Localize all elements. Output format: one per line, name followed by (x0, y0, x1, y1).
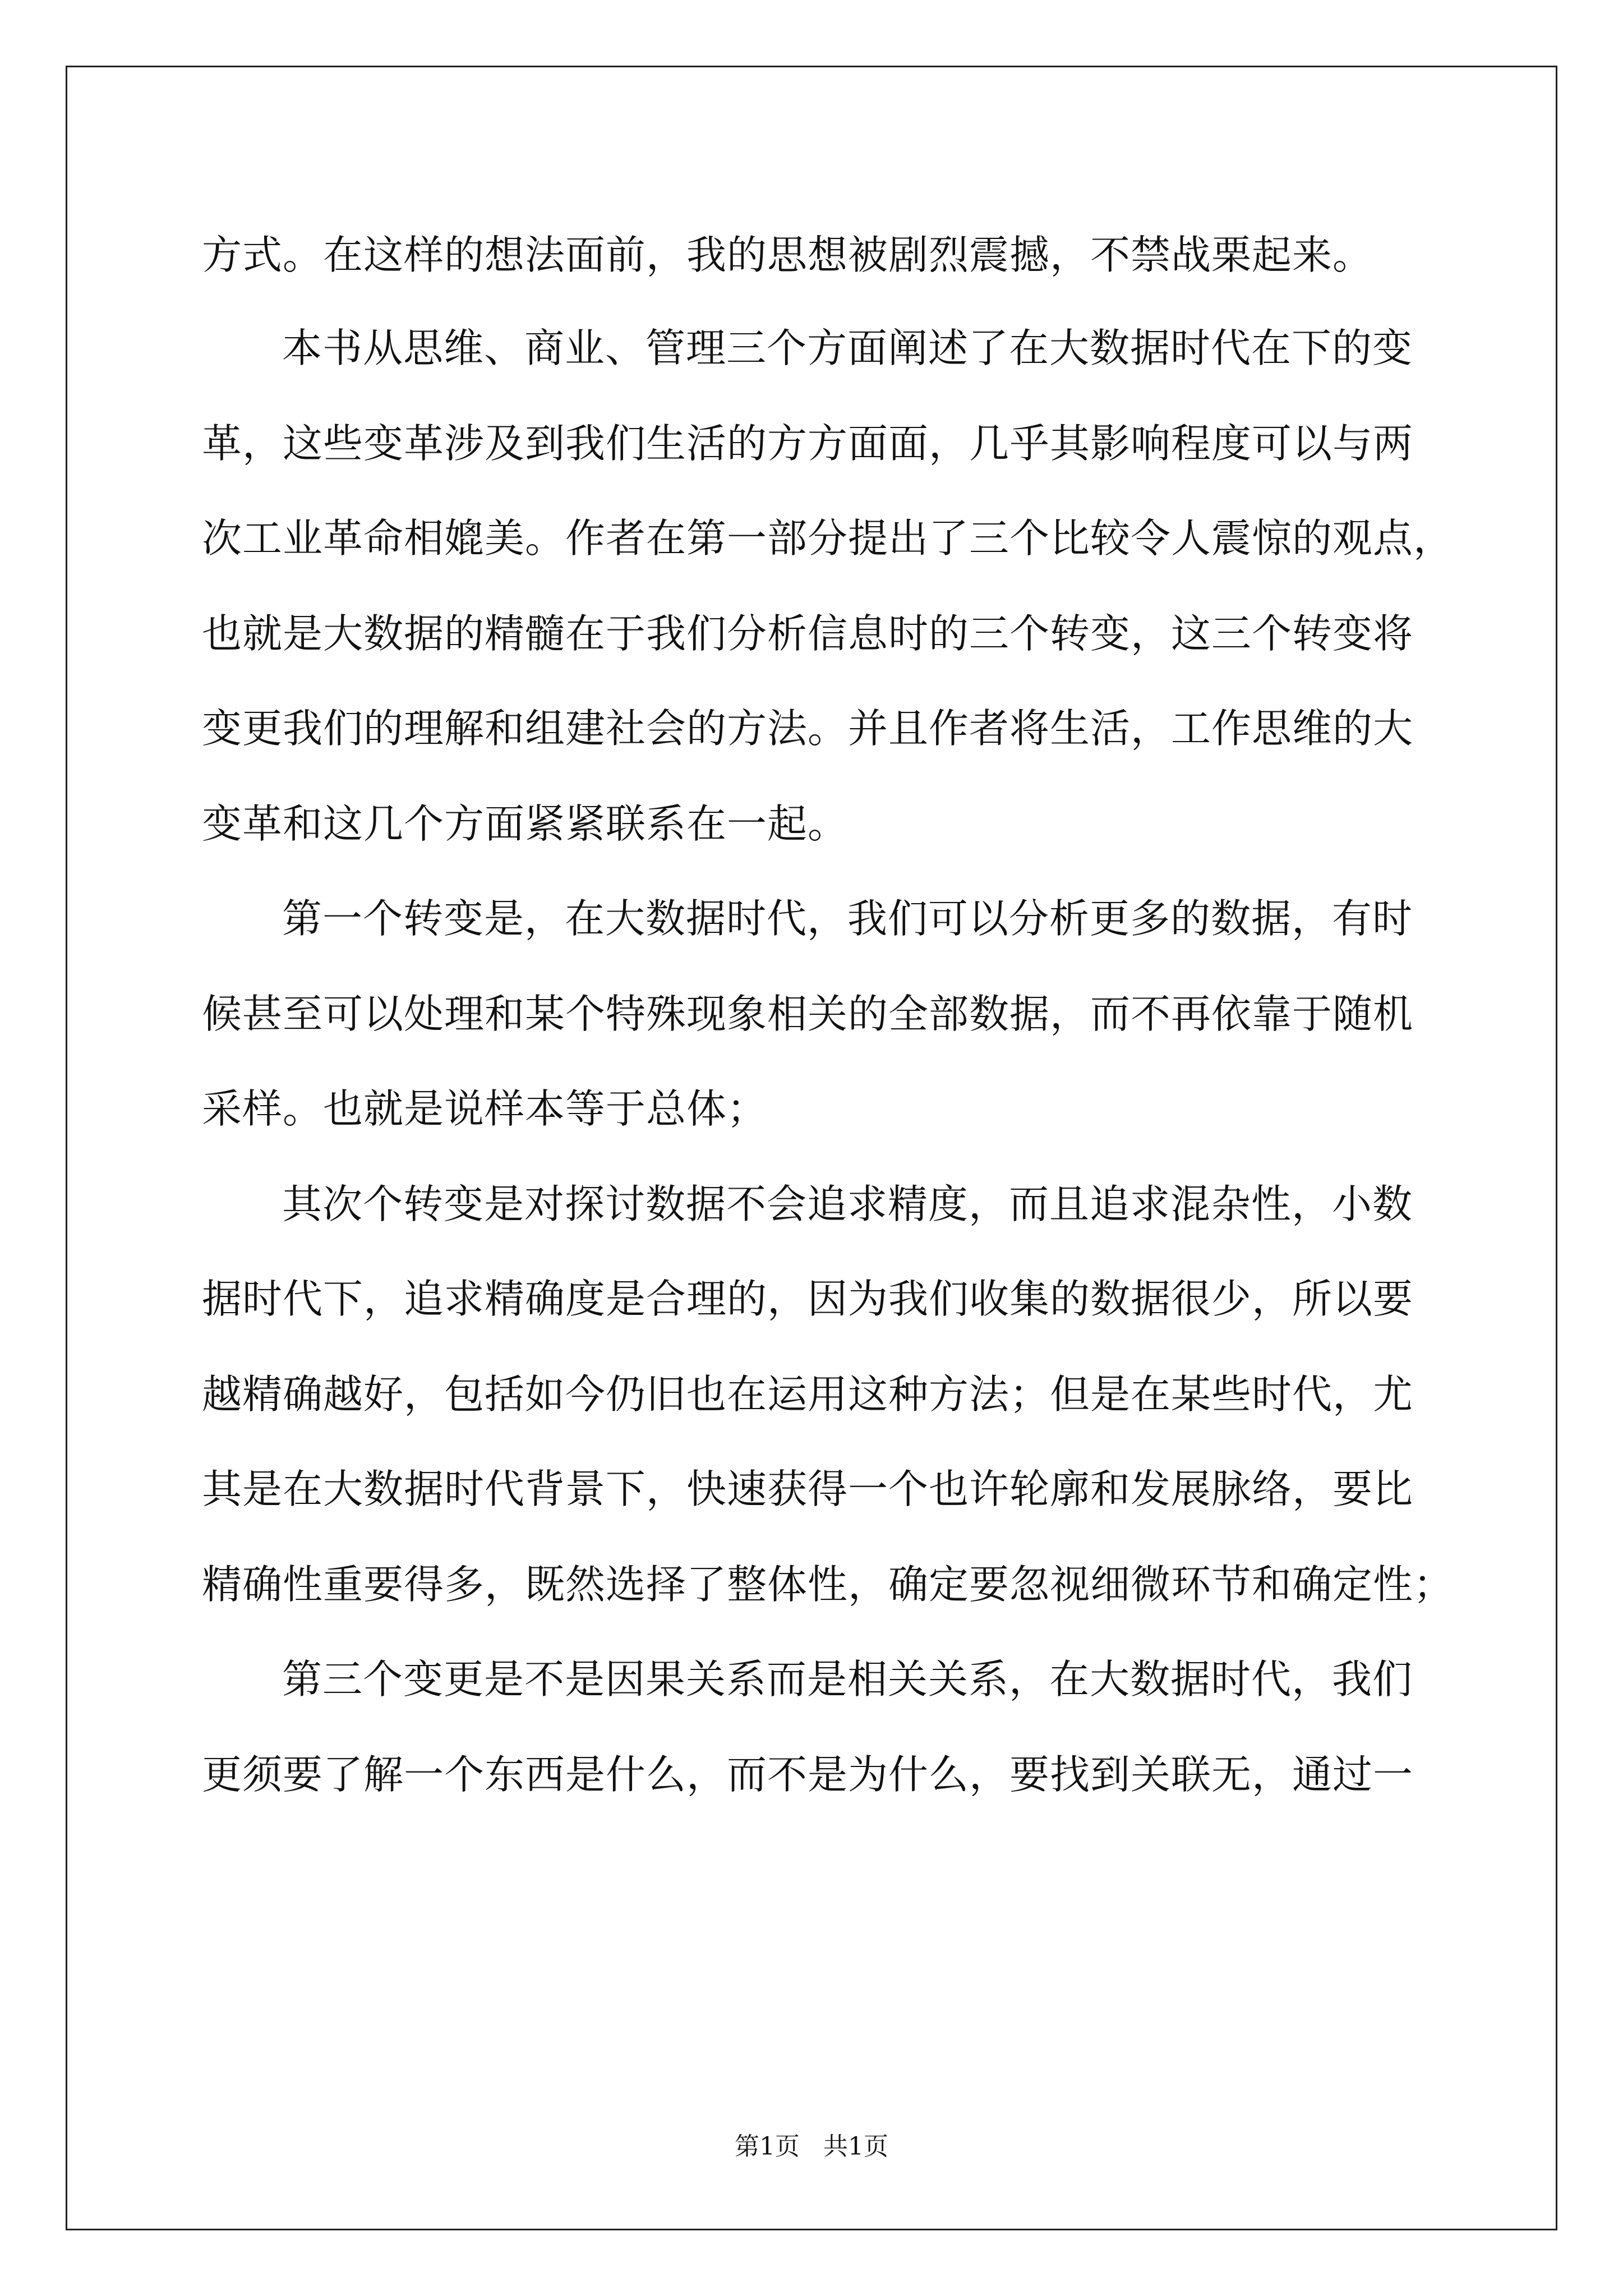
text-line-16: 第三个变更是不是因果关系而是相关关系，在大数据时代，我们 (282, 1656, 1413, 1703)
text-line-3: 革，这些变革涉及到我们生活的方方面面，几乎其影响程度可以与两 (202, 420, 1414, 467)
text-line-10: 采样。也就是说样本等于总体； (202, 1085, 768, 1132)
text-line-2: 本书从思维、商业、管理三个方面阐述了在大数据时代在下的变 (282, 325, 1413, 371)
text-line-6: 变更我们的理解和组建社会的方法。并且作者将生活，工作思维的大 (202, 705, 1414, 752)
text-line-15: 精确性重要得多，既然选择了整体性，确定要忽视细微环节和确定性； (202, 1561, 1454, 1608)
text-line-4: 次工业革命相媲美。作者在第一部分提出了三个比较令人震惊的观点， (202, 515, 1454, 562)
text-line-13: 越精确越好，包括如今仍旧也在运用这种方法；但是在某些时代，尤 (202, 1371, 1414, 1418)
page-footer: 第1页 共1页 (735, 2132, 888, 2161)
text-line-8: 第一个转变是，在大数据时代，我们可以分析更多的数据，有时 (282, 895, 1413, 942)
text-line-9: 候甚至可以处理和某个特殊现象相关的全部数据，而不再依靠于随机 (202, 991, 1414, 1037)
text-line-12: 据时代下，追求精确度是合理的，因为我们收集的数据很少，所以要 (202, 1276, 1414, 1322)
page-border (66, 66, 1557, 2230)
text-line-5: 也就是大数据的精髓在于我们分析信息时的三个转变，这三个转变将 (202, 610, 1414, 657)
text-line-17: 更须要了解一个东西是什么，而不是为什么，要找到关联无，通过一 (202, 1751, 1414, 1798)
text-line-14: 其是在大数据时代背景下，快速获得一个也许轮廓和发展脉络，要比 (202, 1466, 1414, 1512)
text-line-1: 方式。在这样的想法面前，我的思想被剧烈震撼，不禁战栗起来。 (202, 232, 1373, 278)
text-line-7: 变革和这几个方面紧紧联系在一起。 (202, 800, 849, 847)
text-line-11: 其次个转变是对探讨数据不会追求精度，而且追求混杂性，小数 (282, 1181, 1413, 1227)
